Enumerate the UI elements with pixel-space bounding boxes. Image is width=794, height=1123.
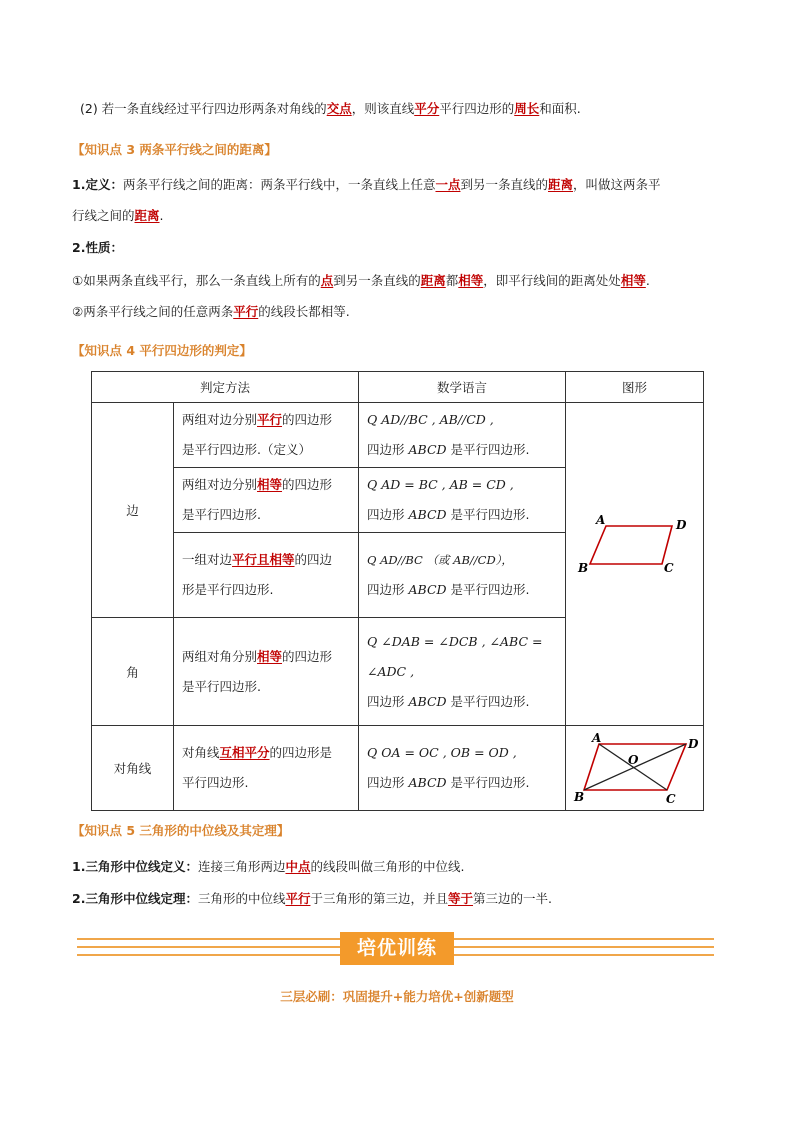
knowledge-point-5-title: 【知识点 5 三角形的中位线及其定理】 <box>72 823 290 838</box>
vertex-b-label: B <box>574 790 585 804</box>
math-cell: Q OA = OC , OB = OD , 四边形 ABCD 是平行四边形. <box>359 726 566 811</box>
property-item-1: ①如果两条直线平行，那么一条直线上所有的点到另一条直线的距离都相等，即平行线间的距离处处相等. <box>72 273 650 288</box>
method-cell: 两组对边分别相等的四边形 是平行四边形. <box>174 468 359 533</box>
vertex-d-label: D <box>676 518 687 532</box>
parallelogram-shape <box>590 526 672 564</box>
figure-cell-2 <box>566 726 704 811</box>
property-2-line: (2) 若一条直线经过平行四边形两条对角线的交点，则该直线平分平行四边形的周长和面积. <box>80 101 581 116</box>
header-method: 判定方法 <box>92 372 359 403</box>
definition-line-2: 行线之间的距离. <box>72 208 164 223</box>
category-angle: 角 <box>92 618 174 726</box>
header-figure: 图形 <box>566 372 704 403</box>
keyword-intersection: 交点 <box>326 101 352 116</box>
vertex-c-label: C <box>666 792 676 806</box>
banner-title: 培优训练 <box>340 932 454 965</box>
parallelogram-diagonals-figure <box>566 728 704 808</box>
keyword-perimeter: 周长 <box>514 101 540 116</box>
math-cell: Q ∠DAB = ∠DCB , ∠ABC = ∠ADC , 四边形 ABCD 是平行四边形. <box>359 618 566 726</box>
knowledge-point-4-title: 【知识点 4 平行四边形的判定】 <box>72 343 252 358</box>
banner-subtitle: 三层必刷：巩固提升+能力培优+创新题型 <box>280 989 514 1004</box>
keyword-bisect: 平分 <box>414 101 440 116</box>
table-header-row <box>92 372 704 403</box>
midline-theorem: 2.三角形中位线定理：三角形的中位线平行于三角形的第三边，并且等于第三边的一半. <box>72 891 552 906</box>
method-cell: 一组对边平行且相等的四边 形是平行四边形. <box>174 533 359 618</box>
knowledge-point-3-title: 【知识点 3 两条平行线之间的距离】 <box>72 142 277 157</box>
table-row <box>92 726 704 811</box>
figure-cell-1 <box>566 403 704 726</box>
vertex-a-label: A <box>592 731 602 745</box>
vertex-c-label: C <box>664 561 674 575</box>
category-side: 边 <box>92 403 174 618</box>
diagonal-ac <box>599 744 667 790</box>
definition-line-1: 1.定义：两条平行线之间的距离：两条平行线中，一条直线上任意一点到另一条直线的距离，叫做这两条平 <box>72 177 661 192</box>
category-diagonal: 对角线 <box>92 726 174 811</box>
vertex-b-label: B <box>578 561 589 575</box>
math-cell: Q AD//BC （或 AB//CD）， 四边形 ABCD 是平行四边形. <box>359 533 566 618</box>
method-cell: 两组对角分别相等的四边形 是平行四边形. <box>174 618 359 726</box>
table-row <box>92 403 704 468</box>
criteria-table <box>91 371 704 811</box>
method-cell: 两组对边分别平行的四边形 是平行四边形.（定义） <box>174 403 359 468</box>
center-o-label: O <box>628 753 639 767</box>
property-label: 2.性质： <box>72 240 123 255</box>
vertex-d-label: D <box>688 737 699 751</box>
parallelogram-figure <box>566 504 704 624</box>
vertex-a-label: A <box>596 513 606 527</box>
midline-definition: 1.三角形中位线定义：连接三角形两边中点的线段叫做三角形的中位线. <box>72 859 465 874</box>
math-cell: Q AD = BC , AB = CD , 四边形 ABCD 是平行四边形. <box>359 468 566 533</box>
header-math-language: 数学语言 <box>359 372 566 403</box>
method-cell: 对角线互相平分的四边形是 平行四边形. <box>174 726 359 811</box>
math-cell: Q AD//BC , AB//CD , 四边形 ABCD 是平行四边形. <box>359 403 566 468</box>
property-item-2: ②两条平行线之间的任意两条平行的线段长都相等. <box>72 304 350 319</box>
